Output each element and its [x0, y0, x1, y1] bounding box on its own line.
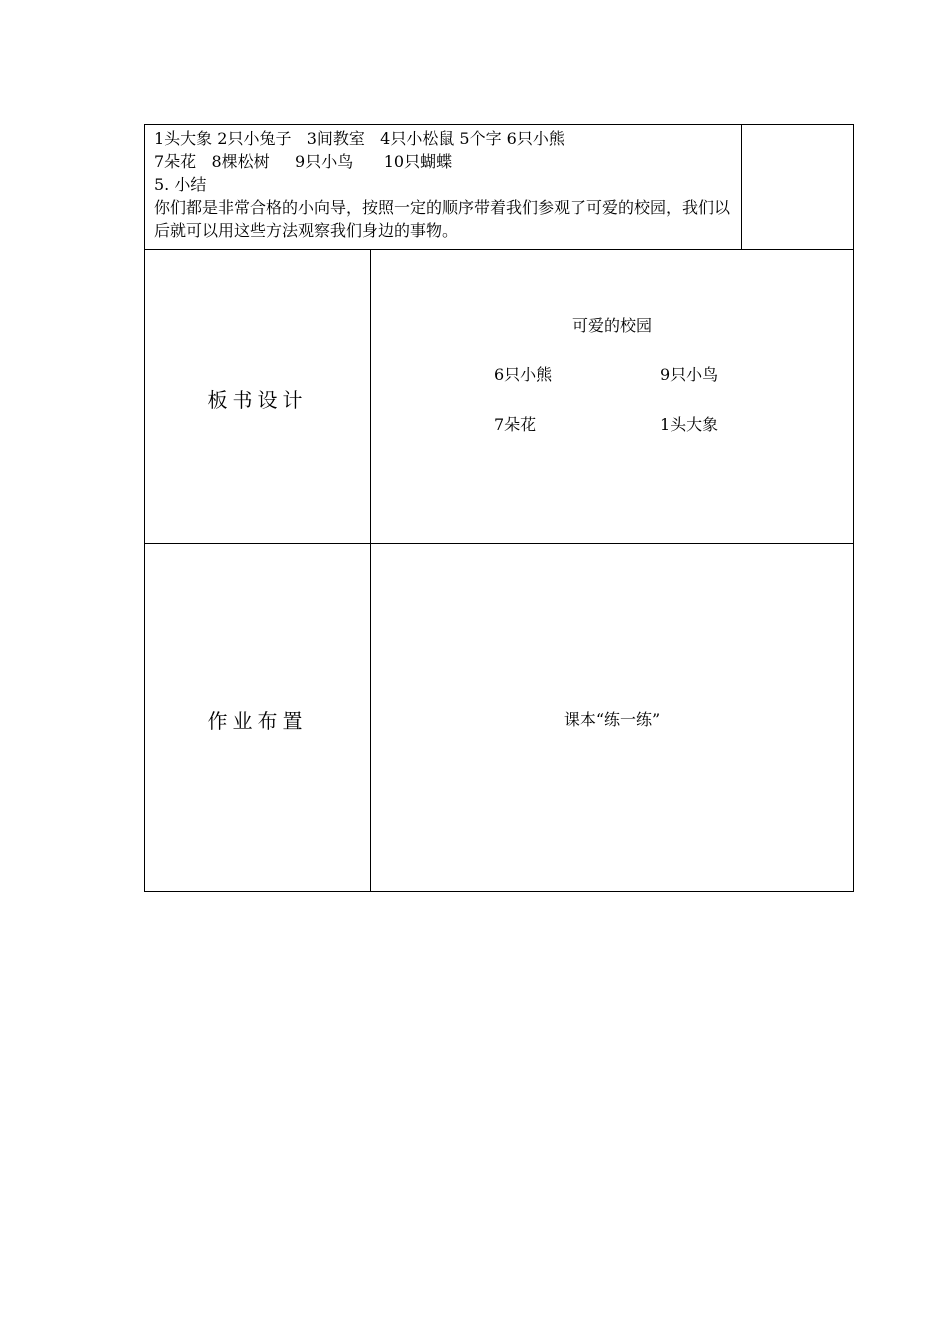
- board-item: 9只小鸟: [660, 365, 719, 384]
- homework-label-cell: [145, 544, 371, 891]
- notes-cell: [742, 125, 853, 250]
- homework-label: 作业布置: [207, 709, 308, 733]
- board-item: 1头大象: [660, 415, 719, 434]
- content-line-3: 5. 小结: [154, 175, 207, 194]
- homework-text: 课本“练一练”: [563, 710, 661, 729]
- board-design-label-cell: [145, 250, 371, 543]
- board-title: 可爱的校园: [571, 316, 652, 335]
- content-line-2: 7朵花 8棵松树 9只小鸟 10只蝴蝶: [154, 152, 453, 171]
- summary-paragraph: 你们都是非常合格的小向导，按照一定的顺序带着我们参观了可爱的校园，我们以后就可以用这些方法观察我们身边的事物。: [154, 198, 731, 240]
- board-design-label: 板书设计: [207, 388, 308, 412]
- lesson-plan-table: [144, 124, 854, 892]
- homework-row: [145, 544, 853, 891]
- homework-content-cell: [371, 544, 853, 891]
- board-design-row: [145, 250, 853, 544]
- board-design-content-cell: [371, 250, 853, 543]
- lesson-content-cell: [145, 125, 742, 250]
- board-item: 6只小熊: [494, 365, 553, 384]
- content-line-1: 1头大象 2只小兔子 3间教室 4只小松鼠 5个字 6只小熊: [154, 129, 565, 148]
- board-item: 7朵花: [494, 415, 537, 434]
- lesson-content-row: [145, 125, 853, 250]
